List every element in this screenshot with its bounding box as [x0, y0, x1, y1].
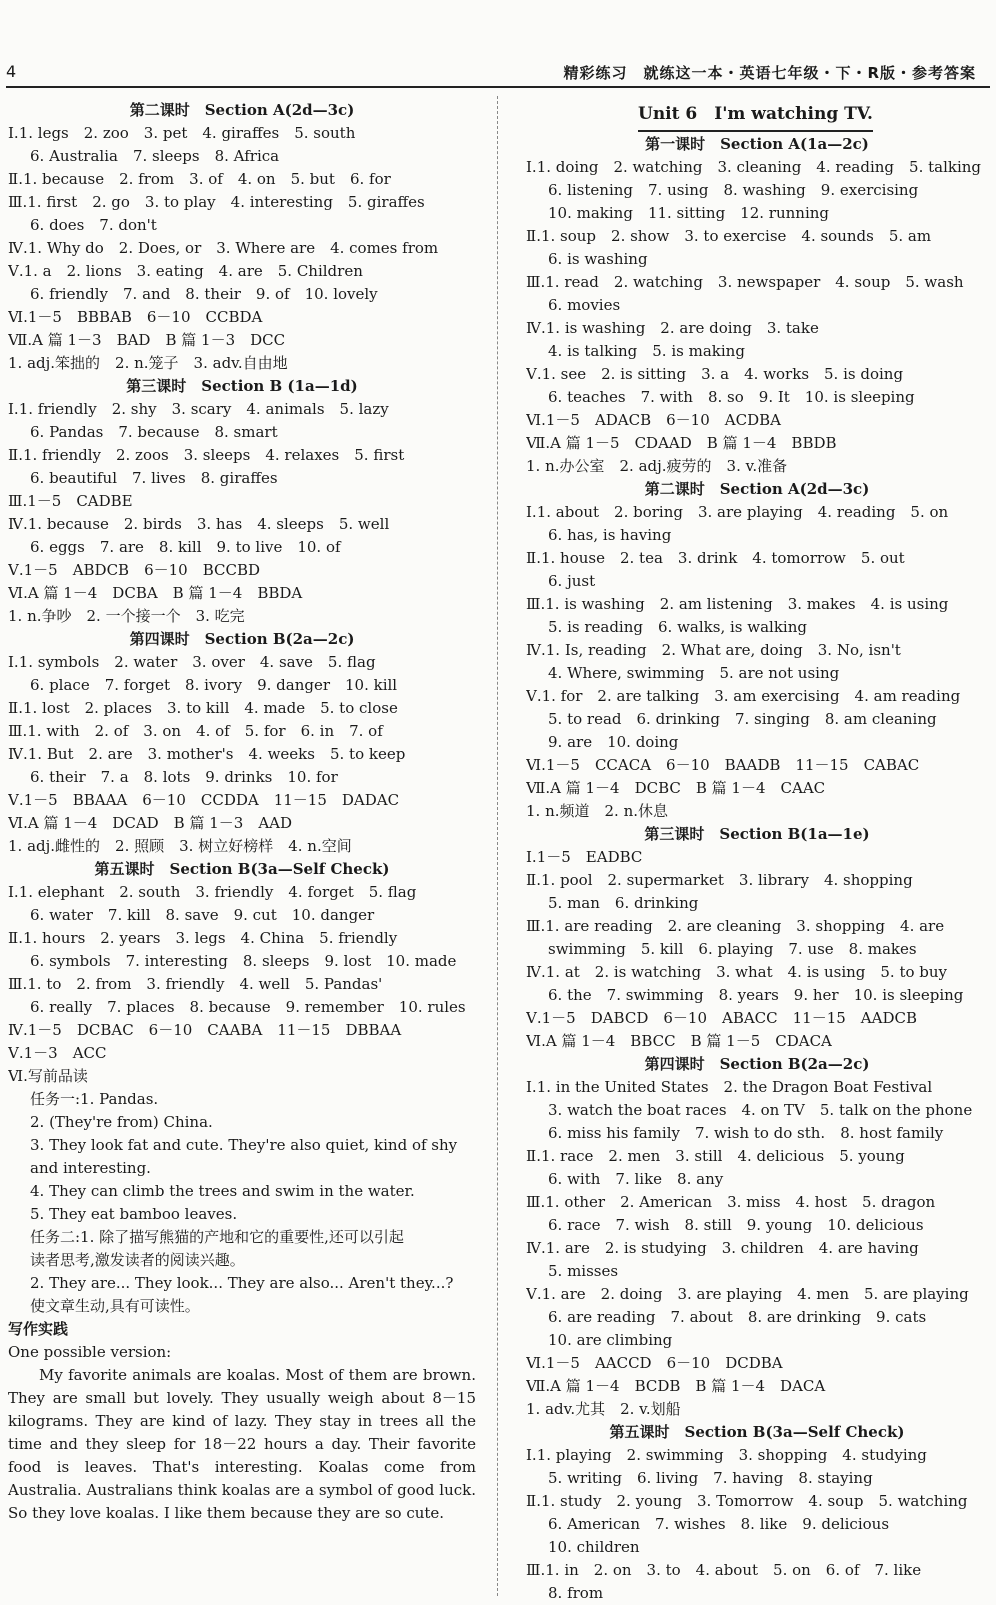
answer-line: 6. just: [548, 572, 596, 590]
answer-line: 6. Pandas 7. because 8. smart: [30, 423, 278, 441]
answer-line: Ⅴ.1. for 2. are talking 3. am exercising 4. am reading: [526, 687, 961, 705]
answer-line: 6. listening 7. using 8. washing 9. exercising: [548, 181, 919, 199]
answer-line: Ⅲ.1. are reading 2. are cleaning 3. shopping 4. are: [526, 917, 945, 935]
answer-line: Ⅴ.1－5 BBAAA 6－10 CCDDA 11－15 DADAC: [8, 791, 400, 809]
answer-line: 6. movies: [548, 296, 621, 314]
left-answer-lines: [8, 99, 476, 1364]
answer-line: Ⅴ.1. are 2. doing 3. are playing 4. men 5. are playing: [526, 1285, 969, 1303]
answer-line: Ⅰ.1. friendly 2. shy 3. scary 4. animals 5. lazy: [8, 400, 389, 418]
answer-line: 6. race 7. wish 8. still 9. young 10. delicious: [548, 1216, 924, 1234]
section-heading: 第一课时 Section A(1a—2c): [645, 135, 869, 153]
answer-line: 任务二:1. 除了描写熊猫的产地和它的重要性,还可以引起: [30, 1228, 404, 1246]
answer-line: Ⅰ.1. legs 2. zoo 3. pet 4. giraffes 5. south: [8, 124, 356, 142]
answer-line: Ⅵ.1－5 CCACA 6－10 BAADB 11－15 CABAC: [526, 756, 920, 774]
section-heading: 第三课时 Section B(1a—1e): [644, 825, 870, 843]
answer-line: One possible version:: [8, 1343, 172, 1361]
answer-line: Ⅰ.1. about 2. boring 3. are playing 4. reading 5. on: [526, 503, 949, 521]
answer-line: 3. watch the boat races 4. on TV 5. talk on the phone: [548, 1101, 973, 1119]
answer-line: 6. friendly 7. and 8. their 9. of 10. lovely: [30, 285, 378, 303]
answer-line: Ⅲ.1－5 CADBE: [8, 492, 133, 510]
answer-line: 6. really 7. places 8. because 9. remember 10. rules: [30, 998, 466, 1016]
answer-line: Ⅵ.1－5 ADACB 6－10 ACDBA: [526, 411, 781, 429]
answer-line: Ⅴ.1. a 2. lions 3. eating 4. are 5. Children: [8, 262, 363, 280]
unit-title: [526, 99, 988, 133]
answer-line: Ⅶ.A 篇 1－4 BCDB B 篇 1－4 DACA: [526, 1377, 826, 1395]
answer-line: Ⅳ.1. But 2. are 3. mother's 4. weeks 5. to keep: [8, 745, 406, 763]
section-heading: 第五课时 Section B(3a—Self Check): [609, 1423, 905, 1441]
right-column: [526, 99, 988, 1605]
answer-line: Ⅰ.1. elephant 2. south 3. friendly 4. forget 5. flag: [8, 883, 417, 901]
answer-line: Ⅱ.1. because 2. from 3. of 4. on 5. but 6. for: [8, 170, 391, 188]
answer-line: Ⅱ.1. hours 2. years 3. legs 4. China 5. friendly: [8, 929, 398, 947]
column-divider: [497, 96, 499, 1596]
answer-line: 6. miss his family 7. wish to do sth. 8. host family: [548, 1124, 944, 1142]
answer-line: Ⅲ.1. first 2. go 3. to play 4. interesting 5. giraffes: [8, 193, 425, 211]
answer-line: swimming 5. kill 6. playing 7. use 8. makes: [548, 940, 917, 958]
answer-line: Ⅱ.1. race 2. men 3. still 4. delicious 5. young: [526, 1147, 905, 1165]
answer-line: Ⅱ.1. lost 2. places 3. to kill 4. made 5. to close: [8, 699, 398, 717]
section-heading: 第三课时 Section B (1a—1d): [126, 377, 358, 395]
answer-line: 4. They can climb the trees and swim in the water.: [30, 1182, 415, 1200]
sample-essay: My favorite animals are koalas. Most of them are brown. They are small but lovely. They usually weigh about 8－15 kilograms. They are kind of lazy. They stay in trees all the time and they sleep for 18－22 hours a day. Their favorite food is leaves. That's interesting. Koalas come from Australia. Australians think koalas are a symbol of good luck. So they love koalas. I like them because they are so cute.: [8, 1366, 476, 1522]
section-heading: 第五课时 Section B(3a—Self Check): [94, 860, 390, 878]
answer-line: 2. They are... They look... They are also... Aren't they...?: [30, 1274, 454, 1292]
answer-line: Ⅳ.1－5 DCBAC 6－10 CAABA 11－15 DBBAA: [8, 1021, 402, 1039]
answer-line: Ⅵ.A 篇 1－4 DCBA B 篇 1－4 BBDA: [8, 584, 303, 602]
answer-line: Ⅳ.1. because 2. birds 3. has 4. sleeps 5. well: [8, 515, 390, 533]
answer-line: 5. man 6. drinking: [548, 894, 699, 912]
answer-line: 6. the 7. swimming 8. years 9. her 10. is sleeping: [548, 986, 964, 1004]
answer-line: Ⅶ.A 篇 1－5 CDAAD B 篇 1－4 BBDB: [526, 434, 837, 452]
answer-line: 1. adj.雌性的 2. 照顾 3. 树立好榜样 4. n.空间: [8, 837, 352, 855]
answer-line: 1. n.办公室 2. adj.疲劳的 3. v.准备: [526, 457, 788, 475]
answer-line: 4. is talking 5. is making: [548, 342, 745, 360]
left-column: [8, 99, 476, 1525]
answer-line: Ⅴ.1－3 ACC: [8, 1044, 107, 1062]
answer-line: Ⅶ.A 篇 1－3 BAD B 篇 1－3 DCC: [8, 331, 286, 349]
answer-line: 1. adj.笨拙的 2. n.笼子 3. adv.自由地: [8, 354, 288, 372]
answer-line: Ⅰ.1. doing 2. watching 3. cleaning 4. reading 5. talking: [526, 158, 982, 176]
right-answer-lines: [526, 133, 988, 1605]
answer-line: 5. to read 6. drinking 7. singing 8. am cleaning: [548, 710, 937, 728]
answer-line: 6. eggs 7. are 8. kill 9. to live 10. of: [30, 538, 341, 556]
answer-line: 6. symbols 7. interesting 8. sleeps 9. lost 10. made: [30, 952, 457, 970]
answer-line: Ⅱ.1. pool 2. supermarket 3. library 4. shopping: [526, 871, 913, 889]
answer-line: Ⅱ.1. study 2. young 3. Tomorrow 4. soup 5. watching: [526, 1492, 968, 1510]
answer-line: Ⅵ.1－5 AACCD 6－10 DCDBA: [526, 1354, 783, 1372]
page-header: [0, 0, 996, 92]
answer-line: Ⅲ.1. is washing 2. am listening 3. makes 4. is using: [526, 595, 949, 613]
answer-line: 任务一:1. Pandas.: [30, 1090, 159, 1108]
section-heading: 第四课时 Section B(2a—2c): [129, 630, 355, 648]
answer-line: 6. place 7. forget 8. ivory 9. danger 10. kill: [30, 676, 398, 694]
answer-line: 4. Where, swimming 5. are not using: [548, 664, 840, 682]
section-heading: 第二课时 Section A(2d—3c): [129, 101, 355, 119]
answer-line: Ⅰ.1. playing 2. swimming 3. shopping 4. studying: [526, 1446, 927, 1464]
answer-line: Ⅵ.写前品读: [8, 1067, 88, 1085]
answer-line: Ⅳ.1. Is, reading 2. What are, doing 3. No, isn't: [526, 641, 901, 659]
answer-line: 6. with 7. like 8. any: [548, 1170, 724, 1188]
answer-line: 10. making 11. sitting 12. running: [548, 204, 830, 222]
answer-line: Ⅵ.A 篇 1－4 DCAD B 篇 1－3 AAD: [8, 814, 293, 832]
answer-line: 1. n.频道 2. n.休息: [526, 802, 669, 820]
page-number: 4: [6, 62, 17, 81]
answer-line: Ⅵ.A 篇 1－4 BBCC B 篇 1－5 CDACA: [526, 1032, 832, 1050]
answer-line: Ⅲ.1. to 2. from 3. friendly 4. well 5. Pandas': [8, 975, 383, 993]
answer-line: 10. are climbing: [548, 1331, 673, 1349]
answer-line: Ⅳ.1. are 2. is studying 3. children 4. are having: [526, 1239, 919, 1257]
answer-line: Ⅴ.1－5 DABCD 6－10 ABACC 11－15 AADCB: [526, 1009, 917, 1027]
answer-line: 6. are reading 7. about 8. are drinking 9. cats: [548, 1308, 927, 1326]
answer-line: Ⅳ.1. is washing 2. are doing 3. take: [526, 319, 819, 337]
answer-line: Ⅶ.A 篇 1－4 DCBC B 篇 1－4 CAAC: [526, 779, 826, 797]
answer-line: 6. water 7. kill 8. save 9. cut 10. danger: [30, 906, 375, 924]
answer-line: 5. writing 6. living 7. having 8. staying: [548, 1469, 873, 1487]
answer-line: 6. has, is having: [548, 526, 672, 544]
answer-line: Ⅲ.1. other 2. American 3. miss 4. host 5. dragon: [526, 1193, 936, 1211]
unit-title-text: Unit 6 I'm watching TV.: [638, 99, 873, 132]
answer-line: 6. American 7. wishes 8. like 9. delicious: [548, 1515, 890, 1533]
answer-line: 8. from: [548, 1584, 604, 1602]
answer-line: Ⅳ.1. at 2. is watching 3. what 4. is using 5. to buy: [526, 963, 948, 981]
answer-line: 6. Australia 7. sleeps 8. Africa: [30, 147, 280, 165]
answer-line: 2. (They're from) China.: [30, 1113, 213, 1131]
answer-line: Ⅳ.1. Why do 2. Does, or 3. Where are 4. comes from: [8, 239, 439, 257]
answer-line: Ⅴ.1. see 2. is sitting 3. a 4. works 5. is doing: [526, 365, 904, 383]
answer-line: Ⅲ.1. in 2. on 3. to 4. about 5. on 6. of 7. like: [526, 1561, 922, 1579]
answer-line: 写作实践: [8, 1320, 69, 1338]
answer-line: 5. is reading 6. walks, is walking: [548, 618, 807, 636]
answer-line: 使文章生动,具有可读性。: [30, 1297, 200, 1315]
answer-line: 读者思考,激发读者的阅读兴趣。: [30, 1251, 245, 1269]
answer-line: Ⅴ.1－5 ABDCB 6－10 BCCBD: [8, 561, 261, 579]
answer-line: 6. their 7. a 8. lots 9. drinks 10. for: [30, 768, 338, 786]
answer-line: Ⅱ.1. soup 2. show 3. to exercise 4. sounds 5. am: [526, 227, 932, 245]
answer-line: Ⅲ.1. read 2. watching 3. newspaper 4. soup 5. wash: [526, 273, 964, 291]
header-rule: [6, 86, 990, 88]
answer-line: Ⅲ.1. with 2. of 3. on 4. of 5. for 6. in 7. of: [8, 722, 383, 740]
answer-line: 6. beautiful 7. lives 8. giraffes: [30, 469, 278, 487]
answer-line: Ⅰ.1. symbols 2. water 3. over 4. save 5. flag: [8, 653, 376, 671]
answer-line: 1. adv.尤其 2. v.划船: [526, 1400, 681, 1418]
answer-line: 3. They look fat and cute. They're also quiet, kind of shy: [30, 1136, 458, 1154]
answer-line: 10. children: [548, 1538, 640, 1556]
answer-line: Ⅱ.1. house 2. tea 3. drink 4. tomorrow 5. out: [526, 549, 905, 567]
answer-line: 1. n.争吵 2. 一个接一个 3. 吃完: [8, 607, 245, 625]
section-heading: 第四课时 Section B(2a—2c): [644, 1055, 870, 1073]
answer-line: Ⅰ.1－5 EADBC: [526, 848, 643, 866]
answer-line: Ⅵ.1－5 BBBAB 6－10 CCBDA: [8, 308, 263, 326]
answer-line: 5. misses: [548, 1262, 619, 1280]
answer-line: 6. is washing: [548, 250, 648, 268]
section-heading: 第二课时 Section A(2d—3c): [644, 480, 870, 498]
answer-line: 6. does 7. don't: [30, 216, 157, 234]
answer-line: 5. They eat bamboo leaves.: [30, 1205, 238, 1223]
answer-line: and interesting.: [30, 1159, 151, 1177]
answer-line: Ⅰ.1. in the United States 2. the Dragon Boat Festival: [526, 1078, 933, 1096]
book-title: 精彩练习 就练这一本・英语七年级・下・R版・参考答案: [563, 64, 976, 82]
answer-line: 9. are 10. doing: [548, 733, 679, 751]
answer-line: 6. teaches 7. with 8. so 9. It 10. is sleeping: [548, 388, 915, 406]
answer-line: Ⅱ.1. friendly 2. zoos 3. sleeps 4. relaxes 5. first: [8, 446, 405, 464]
